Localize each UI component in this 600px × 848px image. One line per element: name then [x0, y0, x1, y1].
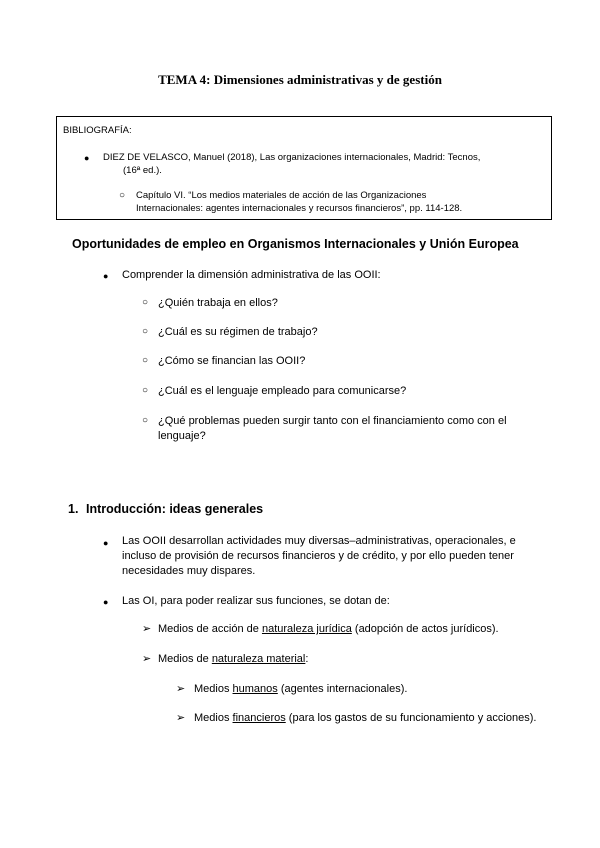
page-title: TEMA 4: Dimensiones administrativas y de gestión — [158, 72, 442, 87]
bullet-icon: ● — [103, 271, 109, 281]
bibliography-entry-line1: DIEZ DE VELASCO, Manuel (2018), Las organizaciones internacionales, Madrid: Tecnos, — [103, 152, 481, 163]
bullet-icon: ● — [84, 153, 90, 163]
circle-bullet-icon: ○ — [142, 355, 149, 366]
arrow-bullet-icon: ➢ — [176, 712, 186, 724]
intro-paragraph-line1: Las OOII desarrollan actividades muy diversas–administrativas, operacionales, e — [122, 535, 516, 547]
intro-paragraph-2: Las OI, para poder realizar sus funciones, se dotan de: — [122, 595, 390, 607]
circle-bullet-icon: ○ — [142, 297, 149, 308]
intro-paragraph-line2: incluso de provisión de recursos financieros y de crédito, y por ello pueden tener — [122, 550, 514, 562]
bullet-icon: ● — [103, 597, 109, 607]
circle-bullet-icon: ○ — [142, 385, 149, 396]
question-item: ¿Quién trabaja en ellos? — [158, 297, 278, 309]
question-item: ¿Qué problemas pueden surgir tanto con el financiamiento como con el — [158, 415, 507, 427]
arrow-item-financial: Medios financieros (para los gastos de su funcionamiento y acciones). — [194, 712, 537, 724]
bibliography-entry-line2: (16ª ed.). — [123, 165, 162, 176]
intro-paragraph-line3: necesidades muy dispares. — [122, 565, 256, 577]
bibliography-sub-line1: Capítulo VI. “Los medios materiales de acción de las Organizaciones — [136, 190, 427, 201]
question-item: ¿Cuál es el lenguaje empleado para comunicarse? — [158, 385, 407, 397]
arrow-bullet-icon: ➢ — [176, 683, 186, 695]
arrow-item-legal: Medios de acción de naturaleza jurídica (adopción de actos jurídicos). — [158, 623, 499, 635]
arrow-item-human: Medios humanos (agentes internacionales). — [194, 683, 408, 695]
bibliography-sub-line2: Internacionales: agentes internacionales y recursos financieros”, pp. 114-128. — [136, 203, 463, 214]
arrow-bullet-icon: ➢ — [142, 623, 152, 635]
question-item: ¿Cuál es su régimen de trabajo? — [158, 326, 318, 338]
question-item-continuation: lenguaje? — [158, 430, 206, 442]
arrow-bullet-icon: ➢ — [142, 653, 152, 665]
circle-bullet-icon: ○ — [119, 190, 126, 201]
arrow-item-material: Medios de naturaleza material: — [158, 653, 309, 665]
opportunities-bullet: Comprender la dimensión administrativa de las OOII: — [122, 269, 381, 281]
circle-bullet-icon: ○ — [142, 326, 149, 337]
circle-bullet-icon: ○ — [142, 415, 149, 426]
intro-heading: Introducción: ideas generales — [86, 502, 264, 516]
bibliography-label: BIBLIOGRAFÍA: — [63, 125, 132, 136]
question-item: ¿Cómo se financian las OOII? — [158, 355, 306, 367]
bullet-icon: ● — [103, 538, 109, 548]
opportunities-heading: Oportunidades de empleo en Organismos Internacionales y Unión Europea — [72, 237, 519, 251]
intro-number: 1. — [68, 502, 79, 516]
